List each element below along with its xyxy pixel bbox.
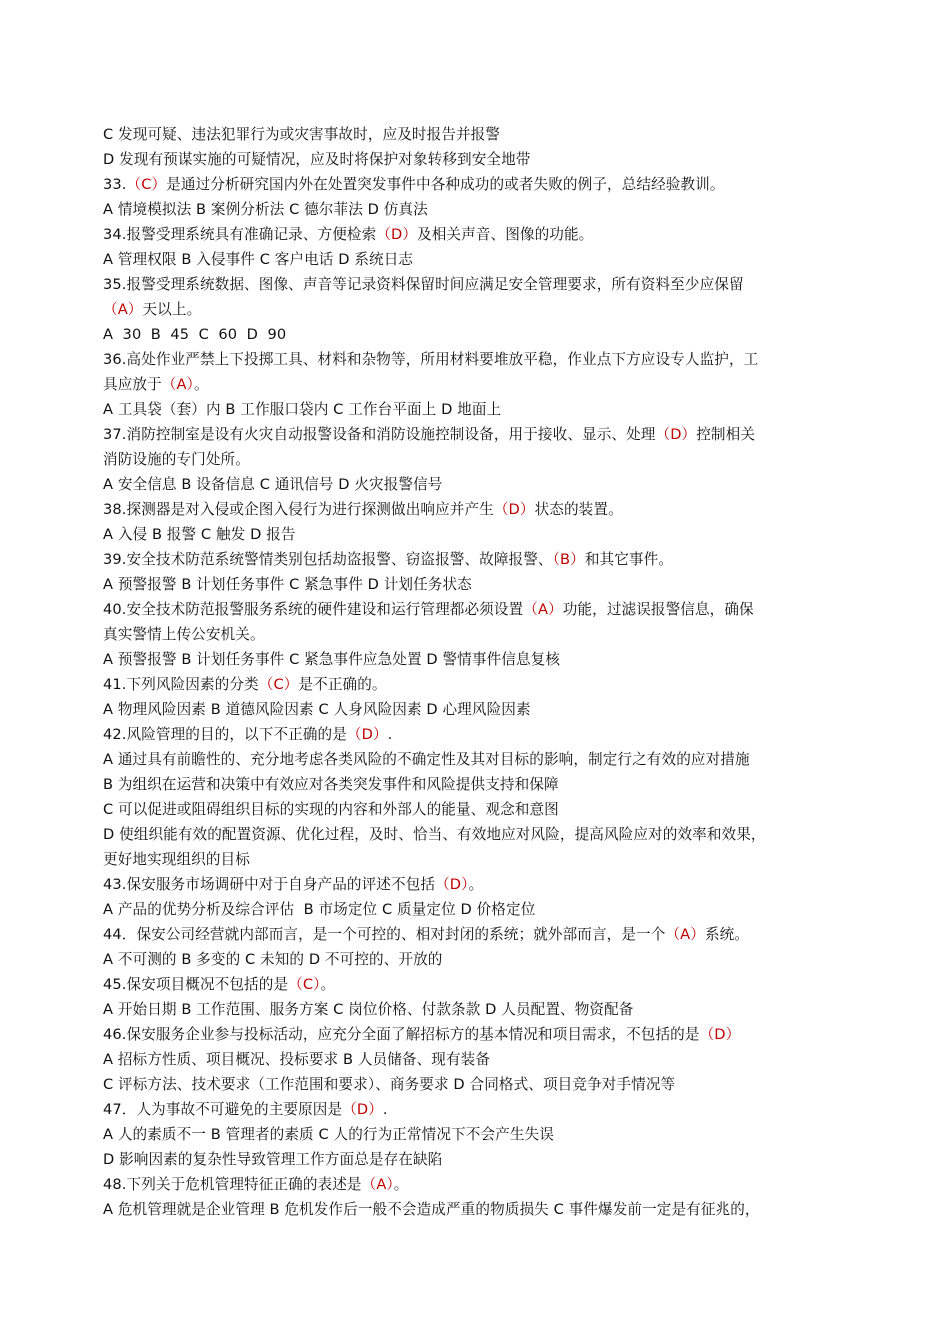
text-line bbox=[103, 247, 863, 272]
line-text: 系统。 bbox=[704, 926, 750, 943]
text-line bbox=[103, 747, 863, 772]
text-line bbox=[103, 447, 863, 472]
text-line bbox=[103, 597, 863, 622]
answer-mark: （B） bbox=[552, 551, 585, 568]
text-line bbox=[103, 197, 863, 222]
answer-mark: （D） bbox=[435, 876, 469, 893]
text-line bbox=[103, 1197, 863, 1222]
text-line bbox=[103, 1172, 863, 1197]
answer-mark: （D） bbox=[342, 1101, 383, 1118]
text-line bbox=[103, 1022, 863, 1047]
line-text: A 安全信息 B 设备信息 C 通讯信号 D 火灾报警信号 bbox=[103, 476, 443, 493]
line-text: 42.风险管理的目的，以下不正确的是 bbox=[103, 726, 347, 743]
line-text: A 预警报警 B 计划任务事件 C 紧急事件 D 计划任务状态 bbox=[103, 576, 472, 593]
text-line bbox=[103, 572, 863, 597]
line-text: 功能，过滤误报警信息，确保 bbox=[562, 601, 754, 618]
line-text: 。 bbox=[393, 1176, 409, 1193]
text-line bbox=[103, 647, 863, 672]
line-text: 。 bbox=[193, 376, 209, 393]
line-text: 36.高处作业严禁上下投掷工具、材料和杂物等，所用材料要堆放平稳，作业点下方应设专人监护，工 bbox=[103, 351, 759, 368]
text-line bbox=[103, 147, 863, 172]
text-line bbox=[103, 922, 863, 947]
line-text: A 入侵 B 报警 C 触发 D 报告 bbox=[103, 526, 296, 543]
line-text: 44．保安公司经营就内部而言，是一个可控的、相对封闭的系统；就外部而言，是一个 bbox=[103, 926, 666, 943]
line-text: A 物理风险因素 B 道德风险因素 C 人身风险因素 D 心理风险因素 bbox=[103, 701, 531, 718]
answer-mark: （D） bbox=[346, 726, 388, 743]
text-line bbox=[103, 1072, 863, 1097]
line-text: 天以上。 bbox=[142, 301, 202, 318]
answer-mark: （A） bbox=[103, 301, 143, 318]
line-text: 消防设施的专门处所。 bbox=[103, 451, 250, 468]
line-text: A 产品的优势分析及综合评估 B 市场定位 C 质量定位 D 价格定位 bbox=[103, 901, 536, 918]
line-text: A 危机管理就是企业管理 B 危机发作后一般不会造成严重的物质损失 C 事件爆发前一定是有征兆的， bbox=[103, 1201, 760, 1218]
line-text: A 预警报警 B 计划任务事件 C 紧急事件应急处置 D 警情事件信息复核 bbox=[103, 651, 561, 668]
line-text: A 30 B 45 C 60 D 90 bbox=[103, 326, 287, 343]
text-line bbox=[103, 122, 863, 147]
line-text: 46.保安服务企业参与投标活动，应充分全面了解招标方的基本情况和项目需求，不包括的是 bbox=[103, 1026, 700, 1043]
answer-mark: （C） bbox=[288, 976, 321, 993]
line-text: A 人的素质不一 B 管理者的素质 C 人的行为正常情况下不会产生失误 bbox=[103, 1126, 554, 1143]
text-line bbox=[103, 897, 863, 922]
line-text: 是通过分析研究国内外在处置突发事件中各种成功的或者失败的例子，总结经验教训。 bbox=[166, 176, 725, 193]
line-text: 34.报警受理系统具有准确记录、方便检索 bbox=[103, 226, 377, 243]
text-line bbox=[103, 547, 863, 572]
line-text: 更好地实现组织的目标 bbox=[103, 851, 250, 868]
text-line bbox=[103, 222, 863, 247]
text-line bbox=[103, 972, 863, 997]
answer-mark: （A） bbox=[665, 926, 705, 943]
text-line bbox=[103, 272, 863, 297]
line-text: A 管理权限 B 入侵事件 C 客户电话 D 系统日志 bbox=[103, 251, 414, 268]
line-text: 37.消防控制室是设有火灾自动报警设备和消防设施控制设备，用于接收、显示、处理 bbox=[103, 426, 656, 443]
text-line bbox=[103, 397, 863, 422]
line-text: A 开始日期 B 工作范围、服务方案 C 岗位价格、付款条款 D 人员配置、物资配备 bbox=[103, 1001, 634, 1018]
line-text: . bbox=[382, 1101, 388, 1118]
line-text: 38.探测器是对入侵或企图入侵行为进行探测做出响应并产生 bbox=[103, 501, 494, 518]
text-line bbox=[103, 1047, 863, 1072]
text-line bbox=[103, 697, 863, 722]
line-text: 。 bbox=[468, 876, 484, 893]
text-line bbox=[103, 872, 863, 897]
text-line bbox=[103, 522, 863, 547]
line-text: 状态的装置。 bbox=[534, 501, 623, 518]
line-text: 40.安全技术防范报警服务系统的硬件建设和运行管理都必须设置 bbox=[103, 601, 524, 618]
answer-mark: （A） bbox=[523, 601, 563, 618]
line-text: D 使组织能有效的配置资源、优化过程，及时、恰当、有效地应对风险，提高风险应对的效率和效果， bbox=[103, 826, 766, 843]
text-line bbox=[103, 297, 863, 322]
answer-mark: （D） bbox=[655, 426, 697, 443]
answer-mark: （D） bbox=[699, 1026, 741, 1043]
line-text: C 发现可疑、违法犯罪行为或灾害事故时，应及时报告并报警 bbox=[103, 126, 501, 143]
text-line bbox=[103, 772, 863, 797]
text-line bbox=[103, 422, 863, 447]
line-text: 及相关声音、图像的功能。 bbox=[417, 226, 594, 243]
text-line bbox=[103, 1097, 863, 1122]
line-text: 35.报警受理系统数据、图像、声音等记录资料保留时间应满足安全管理要求，所有资料至少应保留 bbox=[103, 276, 744, 293]
line-text: C 评标方法、技术要求（工作范围和要求）、商务要求 D 合同格式、项目竞争对手情况等 bbox=[103, 1076, 676, 1093]
text-line bbox=[103, 472, 863, 497]
answer-mark: （C） bbox=[258, 676, 299, 693]
text-line bbox=[103, 172, 863, 197]
line-text: 33. bbox=[103, 176, 127, 193]
answer-mark: （C） bbox=[126, 176, 167, 193]
text-line bbox=[103, 822, 863, 847]
text-line bbox=[103, 672, 863, 697]
answer-mark: （D） bbox=[493, 501, 535, 518]
text-line bbox=[103, 847, 863, 872]
line-text: A 通过具有前瞻性的、充分地考虑各类风险的不确定性及其对目标的影响，制定行之有效的应对措施 bbox=[103, 751, 750, 768]
line-text: 48.下列关于危机管理特征正确的表述是 bbox=[103, 1176, 362, 1193]
line-text: D 发现有预谋实施的可疑情况，应及时将保护对象转移到安全地带 bbox=[103, 151, 531, 168]
line-text: 。 bbox=[320, 976, 336, 993]
text-line bbox=[103, 372, 863, 397]
line-text: 和其它事件。 bbox=[584, 551, 674, 568]
text-line bbox=[103, 322, 863, 347]
line-text: 是不正确的。 bbox=[298, 676, 387, 693]
answer-mark: （D） bbox=[376, 226, 418, 243]
text-line bbox=[103, 722, 863, 747]
line-text: 真实警情上传公安机关。 bbox=[103, 626, 265, 643]
line-text: 47．人为事故不可避免的主要原因是 bbox=[103, 1101, 343, 1118]
answer-mark: （A） bbox=[161, 376, 194, 393]
answer-mark: （A） bbox=[361, 1176, 394, 1193]
text-line bbox=[103, 622, 863, 647]
line-text: 41.下列风险因素的分类 bbox=[103, 676, 259, 693]
line-text: A 工具袋（套）内 B 工作服口袋内 C 工作台平面上 D 地面上 bbox=[103, 401, 502, 418]
line-text: B 为组织在运营和决策中有效应对各类突发事件和风险提供支持和保障 bbox=[103, 776, 559, 793]
line-text: 43.保安服务市场调研中对于自身产品的评述不包括 bbox=[103, 876, 436, 893]
line-text: 具应放于 bbox=[103, 376, 162, 393]
text-line bbox=[103, 947, 863, 972]
document-body bbox=[103, 122, 863, 1222]
line-text: A 不可测的 B 多变的 C 未知的 D 不可控的、开放的 bbox=[103, 951, 443, 968]
line-text: 45.保安项目概况不包括的是 bbox=[103, 976, 289, 993]
line-text: 控制相关 bbox=[696, 426, 756, 443]
line-text: . bbox=[387, 726, 393, 743]
line-text: C 可以促进或阻碍组织目标的实现的内容和外部人的能量、观念和意图 bbox=[103, 801, 559, 818]
line-text: A 招标方性质、项目概况、投标要求 B 人员储备、现有装备 bbox=[103, 1051, 491, 1068]
text-line bbox=[103, 1147, 863, 1172]
text-line bbox=[103, 1122, 863, 1147]
text-line bbox=[103, 497, 863, 522]
line-text: A 情境模拟法 B 案例分析法 C 德尔菲法 D 仿真法 bbox=[103, 201, 428, 218]
line-text: 39.安全技术防范系统警情类别包括劫盗报警、窃盗报警、故障报警、 bbox=[103, 551, 553, 568]
line-text: D 影响因素的复杂性导致管理工作方面总是存在缺陷 bbox=[103, 1151, 443, 1168]
text-line bbox=[103, 347, 863, 372]
text-line bbox=[103, 797, 863, 822]
text-line bbox=[103, 997, 863, 1022]
